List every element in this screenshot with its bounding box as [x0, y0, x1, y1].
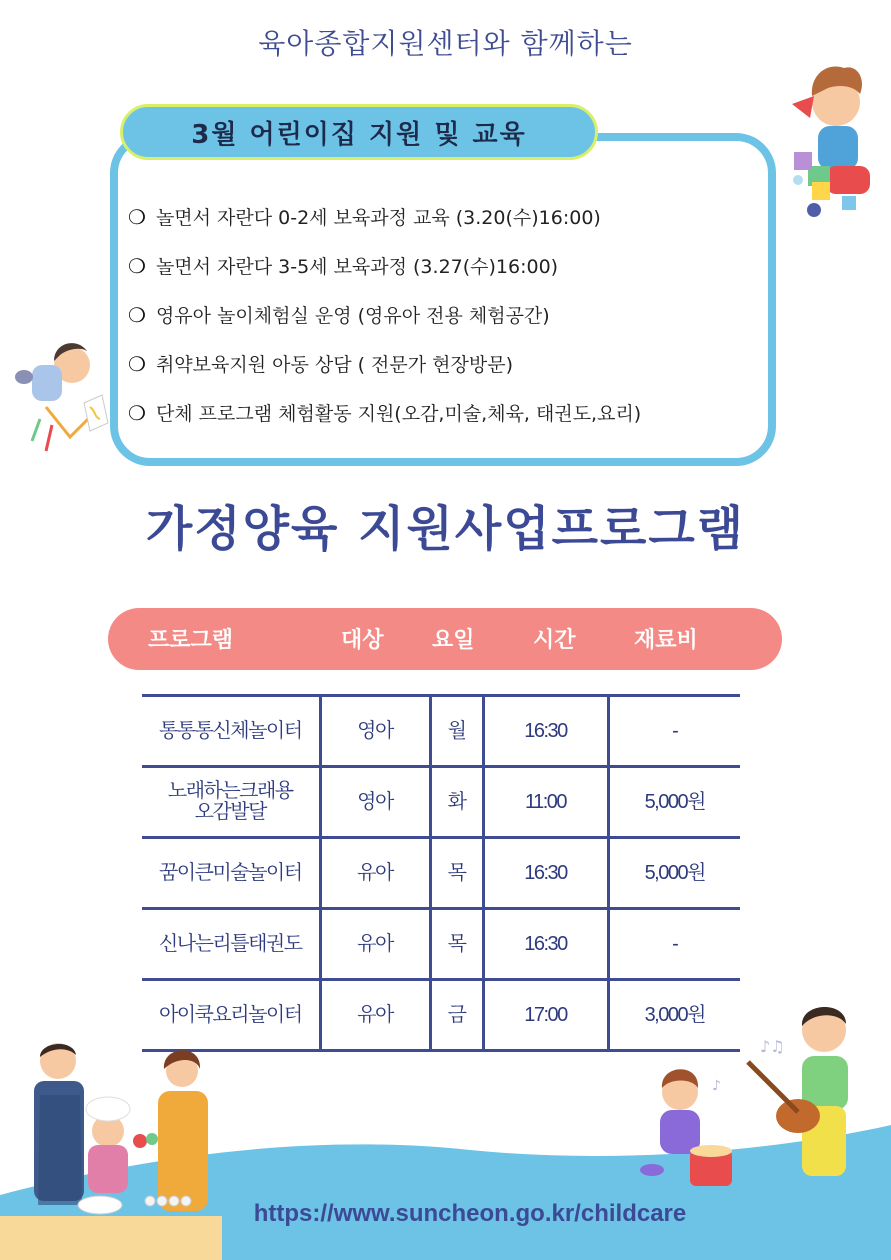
list-item-text: 영유아 놀이체험실 운영 (영유아 전용 체험공간): [155, 305, 550, 327]
day-cell: 월: [430, 696, 483, 767]
family-cooking-illustration: [10, 1035, 225, 1225]
list-item-text: 단체 프로그램 체험활동 지원(오감,미술,체육, 태권도,요리): [155, 403, 642, 425]
target-cell: 영아: [320, 696, 430, 767]
children-playing-music-illustration: [630, 1000, 865, 1200]
program-name-cell: 노래하는크래용 오감발달: [142, 767, 320, 838]
table-row: [142, 838, 740, 909]
list-item-text: 놀면서 자란다 0-2세 보육과정 교육 (3.20(수)16:00): [155, 207, 601, 229]
header-day: 요일: [432, 628, 475, 653]
day-cell: 화: [430, 767, 483, 838]
list-item: [128, 339, 768, 388]
child-drawing-illustration: [10, 325, 110, 455]
target-cell: 유아: [320, 838, 430, 909]
header-fee: 재료비: [634, 628, 698, 653]
program-name-cell: 신나는리틀태권도: [142, 909, 320, 980]
program-table: [142, 694, 740, 1052]
fee-cell: 5,000원: [608, 838, 740, 909]
target-cell: 영아: [320, 767, 430, 838]
header-time: 시간: [533, 628, 576, 653]
list-item-text: 취약보육지원 아동 상담 ( 전문가 현장방문): [155, 354, 513, 376]
day-cell: 금: [430, 980, 483, 1051]
list-item: [128, 241, 768, 290]
table-row: [142, 909, 740, 980]
fee-cell: 3,000원: [608, 980, 740, 1051]
target-cell: 유아: [320, 909, 430, 980]
education-list: [128, 192, 768, 437]
list-item-text: 놀면서 자란다 3-5세 보육과정 (3.27(수)16:00): [155, 256, 559, 278]
table-row: [142, 767, 740, 838]
fee-cell: -: [608, 696, 740, 767]
time-cell: 16:30: [483, 838, 608, 909]
program-name-cell: 통통통신체놀이터: [142, 696, 320, 767]
day-cell: 목: [430, 909, 483, 980]
list-item: [128, 290, 768, 339]
time-cell: 16:30: [483, 909, 608, 980]
boy-playing-blocks-illustration: [780, 30, 891, 230]
circle-outline-icon: ❍: [128, 351, 146, 376]
header-target: 대상: [341, 628, 384, 653]
program-name-cell: 아이쿡요리놀이터: [142, 980, 320, 1051]
fee-cell: -: [608, 909, 740, 980]
svg-text:♪♫: ♪♫: [760, 1037, 785, 1056]
time-cell: 11:00: [483, 767, 608, 838]
circle-outline-icon: ❍: [128, 253, 146, 278]
day-cell: 목: [430, 838, 483, 909]
svg-text:♪: ♪: [712, 1078, 721, 1094]
circle-outline-icon: ❍: [128, 400, 146, 425]
circle-outline-icon: ❍: [128, 302, 146, 327]
circle-outline-icon: ❍: [128, 204, 146, 229]
website-link[interactable]: https://www.suncheon.go.kr/childcare: [253, 1200, 687, 1227]
header-program: 프로그램: [148, 628, 234, 653]
list-item: [128, 192, 768, 241]
time-cell: 17:00: [483, 980, 608, 1051]
target-cell: 유아: [320, 980, 430, 1051]
program-name-cell: 꿈이큰미술놀이터: [142, 838, 320, 909]
program-section-title: 가정양육 지원사업프로그램: [145, 501, 746, 557]
fee-cell: 5,000원: [608, 767, 740, 838]
table-row: [142, 696, 740, 767]
time-cell: 16:30: [483, 696, 608, 767]
list-item: [128, 388, 768, 437]
education-title: 3월 어린이집 지원 및 교육: [120, 104, 598, 160]
organization-tagline: 육아종합지원센터와 함께하는: [258, 27, 633, 60]
